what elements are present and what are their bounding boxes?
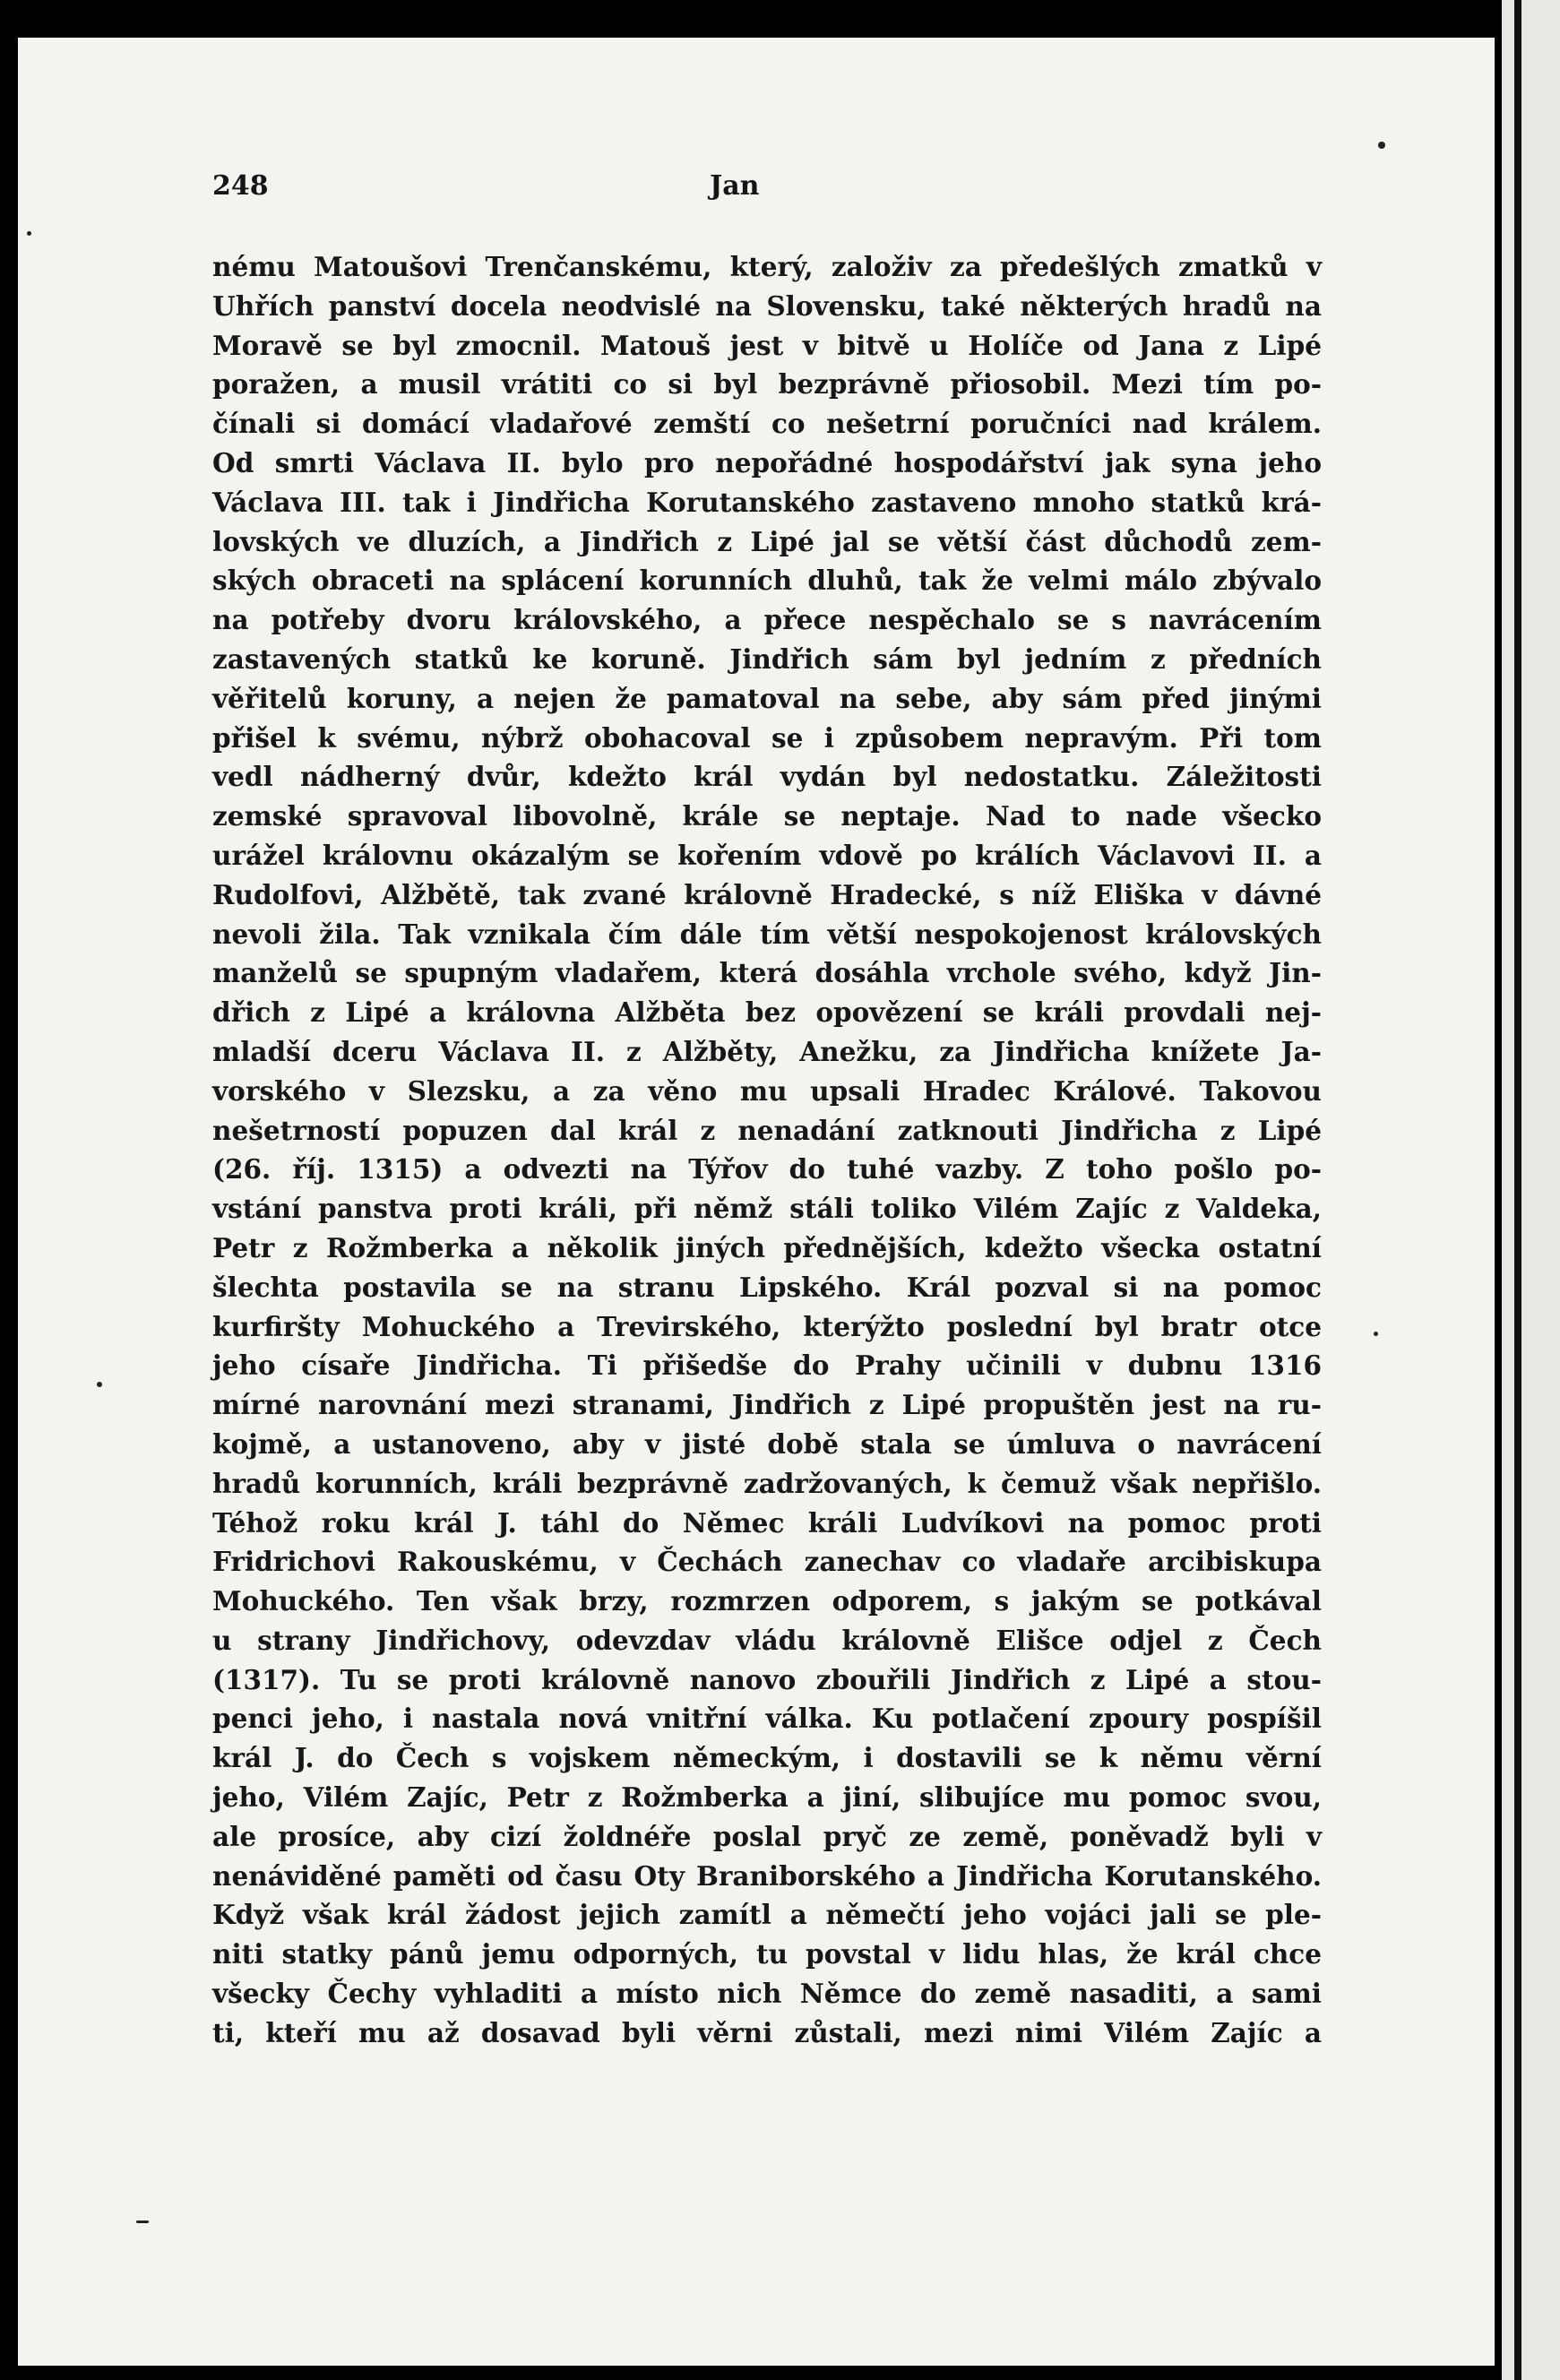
text-line: nevoli žila. Tak vznikala čím dále tím větší nespokojenost královských: [212, 918, 1322, 950]
text-line: nešetrností popuzen dal král z nenadání zatknouti Jindřicha z Lipé: [212, 1114, 1322, 1146]
text-line: zemské spravoval libovolně, krále se neptaje. Nad to nade všecko: [212, 800, 1322, 832]
text-line: niti statky pánů jemu odporných, tu povstal v lidu hlas, že král chce: [212, 1938, 1322, 1970]
text-line: Téhož roku král J. táhl do Němec králi Ludvíkovi na pomoc proti: [212, 1506, 1322, 1539]
text-line: čínali si domácí vladařové zemští co nešetrní poručníci nad králem.: [212, 408, 1322, 440]
text-line: hradů korunních, králi bezprávně zadržovaných, k čemuž však nepřišlo.: [212, 1467, 1322, 1499]
page-gutter-line: [1514, 0, 1521, 2380]
text-line: jeho, Vilém Zajíc, Petr z Rožmberka a jiní, slibujíce mu pomoc svou,: [212, 1781, 1322, 1814]
text-line: urážel královnu okázalým se kořením vdově po králích Václavovi II. a: [212, 839, 1322, 871]
adjacent-page-edge: [1502, 0, 1560, 2380]
text-line: Uhřích panství docela neodvislé na Slovensku, také některých hradů na: [212, 289, 1322, 322]
dust-speck: [27, 231, 31, 236]
text-line: zastavených statků ke koruně. Jindřich sám byl jedním z předních: [212, 642, 1322, 675]
page-number: 248: [212, 170, 269, 202]
text-line: ale prosíce, aby cizí žoldnéře poslal pryč ze země, poněvadž byli v: [212, 1820, 1322, 1852]
text-line: manželů se spupným vladařem, která dosáhla vrchole svého, když Jin-: [212, 957, 1322, 989]
text-line: Petr z Rožmberka a několik jiných přednějších, kdežto všecka ostatní: [212, 1231, 1322, 1263]
text-line: Fridrichovi Rakouskému, v Čechách zanechav co vladaře arcibiskupa: [212, 1546, 1322, 1578]
text-line: mírné narovnání mezi stranami, Jindřich z Lipé propuštěn jest na ru-: [212, 1389, 1322, 1421]
text-line: nému Matoušovi Trenčanskému, který, založiv za předešlých zmatků v: [212, 251, 1322, 282]
text-line: lovských ve dluzích, a Jindřich z Lipé jal se větší část důchodů zem-: [212, 525, 1322, 557]
text-line: (26. říj. 1315) a odvezti na Týřov do tuhé vazby. Z toho pošlo po-: [212, 1153, 1322, 1186]
text-line: ských obraceti na splácení korunních dluhů, tak že velmi málo zbývalo: [212, 565, 1322, 597]
dust-speck: [1378, 142, 1385, 149]
text-line: penci jeho, i nastala nová vnitřní válka. Ku potlačení zpoury pospíšil: [212, 1703, 1322, 1735]
dust-speck: [1374, 1332, 1378, 1336]
text-line: u strany Jindřichovy, odevzdav vládu královně Elišce odjel z Čech: [212, 1624, 1322, 1656]
text-line: král J. do Čech s vojskem německým, i dostavili se k němu věrní: [212, 1742, 1322, 1774]
text-line: poražen, a musil vrátiti co si byl bezprávně přiosobil. Mezi tím po-: [212, 368, 1322, 401]
text-line: Václava III. tak i Jindřicha Korutanského zastaveno mnoho statků krá-: [212, 486, 1322, 518]
text-line: Od smrti Václava II. bylo pro nepořádné hospodářství jak syna jeho: [212, 446, 1322, 479]
text-line: Když však král žádost jejich zamítl a němečtí jeho vojáci jali se ple-: [212, 1899, 1322, 1931]
text-line: vorského v Slezsku, a za věno mu upsali Hradec Králové. Takovou: [212, 1074, 1322, 1107]
running-head: Jan: [710, 170, 760, 202]
text-line: Mohuckého. Ten však brzy, rozmrzen odporem, s jakým se potkával: [212, 1585, 1322, 1617]
text-line: mladší dceru Václava II. z Alžběty, Anežku, za Jindřicha knížete Ja-: [212, 1035, 1322, 1067]
page-header: [212, 170, 1323, 210]
text-line: všecky Čechy vyhladiti a místo nich Němce do země nasaditi, a sami: [212, 1978, 1322, 2010]
text-line: Moravě se byl zmocnil. Matouš jest v bitvě u Holíče od Jana z Lipé: [212, 329, 1322, 361]
text-line: šlechta postavila se na stranu Lipského. Král pozval si na pomoc: [212, 1271, 1322, 1303]
text-line: nenáviděné paměti od času Oty Braniborského a Jindřicha Korutanského.: [212, 1859, 1322, 1892]
text-line: jeho císaře Jindřicha. Ti přišedše do Prahy učinili v dubnu 1316: [212, 1350, 1322, 1382]
text-line: přišel k svému, nýbrž obohacoval se i způsobem nepravým. Při tom: [212, 721, 1322, 754]
text-line: na potřeby dvoru královského, a přece nespěchalo se s navrácením: [212, 604, 1322, 636]
text-line: kurfiršty Mohuckého a Trevirského, kterýžto poslední byl bratr otce: [212, 1310, 1322, 1342]
text-line: dřich z Lipé a královna Alžběta bez opovězení se králi provdali nej-: [212, 996, 1322, 1029]
text-line: kojmě, a ustanoveno, aby v jisté době stala se úmluva o navrácení: [212, 1427, 1322, 1460]
dust-speck: [97, 1382, 102, 1387]
text-line: (1317). Tu se proti královně nanovo zbouřili Jindřich z Lipé a stou-: [212, 1663, 1322, 1695]
text-line: věřitelů koruny, a nejen že pamatoval na sebe, aby sám před jinými: [212, 682, 1322, 714]
text-line: vedl nádherný dvůr, kdežto král vydán byl nedostatku. Záležitosti: [212, 761, 1322, 793]
text-line: ti, kteří mu až dosavad byli věrni zůstali, mezi nimi Vilém Zajíc a: [212, 2016, 1322, 2048]
text-line: Rudolfovi, Alžbětě, tak zvané královně Hradecké, s níž Eliška v dávné: [212, 878, 1322, 910]
dust-speck: [136, 2220, 149, 2223]
body-text: [212, 247, 1322, 2053]
text-line: vstání panstva proti králi, při němž stáli toliko Vilém Zajíc z Valdeka,: [212, 1193, 1322, 1225]
